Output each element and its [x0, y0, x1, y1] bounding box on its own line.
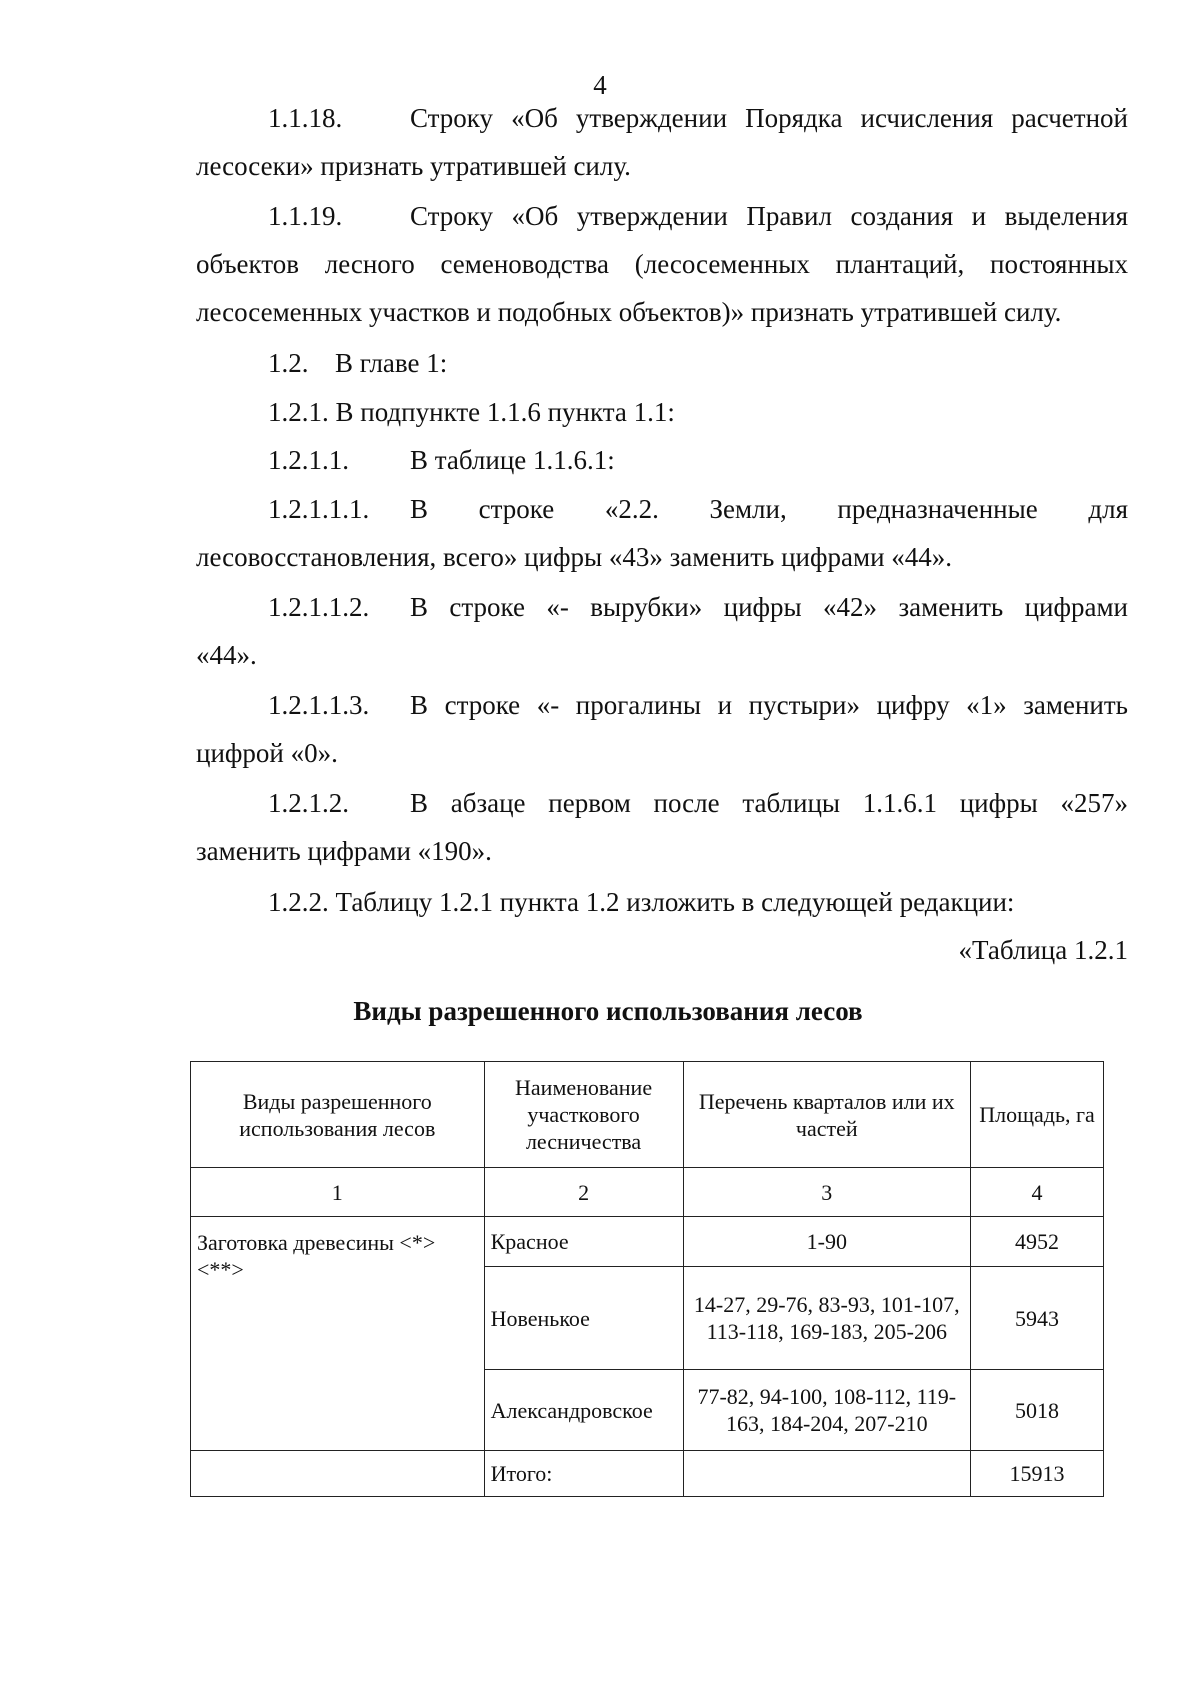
paragraph-1-2 — [196, 339, 1128, 387]
paragraph-text: Строку «Об утверждении Правил создания и выделения — [410, 201, 1128, 231]
paragraph-number: 1.1.19. — [268, 201, 343, 231]
header-forestry: Наименование участкового лесничества — [484, 1062, 683, 1168]
paragraph-text: В абзаце первом после таблицы 1.1.6.1 цифры «257» — [410, 788, 1128, 818]
paragraph-text: В таблице 1.1.6.1: — [410, 445, 615, 475]
paragraph-1-2-1-1-3 — [196, 681, 1128, 777]
column-number: 3 — [683, 1168, 971, 1217]
paragraph-text-continued: лесосеки» признать утратившей силу. — [196, 151, 631, 181]
paragraph-text: 1.2.1. В подпункте 1.1.6 пункта 1.1: — [268, 397, 675, 427]
empty-cell — [191, 1451, 485, 1497]
paragraph-text-continued: цифрой «0». — [196, 738, 338, 768]
paragraph-1-2-1 — [196, 388, 1128, 436]
forest-use-table — [190, 1061, 1104, 1497]
paragraph-1-2-1-1 — [196, 436, 1128, 484]
paragraph-number: 1.2.1.1. — [268, 445, 349, 475]
header-area: Площадь, га — [971, 1062, 1104, 1168]
column-number: 2 — [484, 1168, 683, 1217]
paragraph-text-line2: объектов лесного семеноводства (лесосеменных плантаций, постоянных — [196, 249, 1128, 279]
total-area: 15913 — [971, 1451, 1104, 1497]
area-cell: 4952 — [971, 1217, 1104, 1267]
paragraph-number: 1.1.18. — [268, 103, 343, 133]
column-number: 1 — [191, 1168, 485, 1217]
paragraph-number: 1.2.1.1.3. — [268, 690, 370, 720]
column-number: 4 — [971, 1168, 1104, 1217]
paragraph-1-2-1-1-2 — [196, 583, 1128, 679]
paragraph-text-continued: лесовосстановления, всего» цифры «43» заменить цифрами «44». — [196, 542, 953, 572]
paragraph-1-2-1-2 — [196, 779, 1128, 875]
forestry-cell: Красное — [484, 1217, 683, 1267]
paragraph-1-2-1-1-1 — [196, 485, 1128, 581]
paragraph-number: 1.2.1.1.1. — [268, 494, 370, 524]
paragraph-text: В строке «2.2. Земли, предназначенные для — [410, 494, 1128, 524]
page-number: 4 — [593, 70, 607, 100]
paragraph-text: Строку «Об утверждении Порядка исчисления расчетной — [410, 103, 1128, 133]
paragraph-1-1-18 — [196, 94, 1128, 190]
table-row — [191, 1217, 1104, 1267]
total-label: Итого: — [484, 1451, 683, 1497]
paragraph-text-continued: лесосеменных участков и подобных объектов)» признать утратившей силу. — [196, 297, 1062, 327]
paragraph-number: 1.2.1.2. — [268, 788, 349, 818]
forestry-cell: Александровское — [484, 1370, 683, 1451]
table-title: Виды разрешенного использования лесов — [353, 996, 863, 1026]
paragraph-number: 1.2.1.1.2. — [268, 592, 370, 622]
table-column-number-row — [191, 1168, 1104, 1217]
table-total-row — [191, 1451, 1104, 1497]
blocks-cell: 77-82, 94-100, 108-112, 119-163, 184-204, 207-210 — [683, 1370, 971, 1451]
paragraph-text: В главе 1: — [335, 348, 448, 378]
forestry-cell: Новенькое — [484, 1267, 683, 1370]
use-type-cell: Заготовка древесины <*> <**> — [191, 1217, 485, 1451]
area-cell: 5943 — [971, 1267, 1104, 1370]
table-reference: «Таблица 1.2.1 — [958, 935, 1128, 965]
paragraph-number: 1.2. — [268, 348, 309, 378]
paragraph-text-continued: «44». — [196, 640, 257, 670]
blocks-cell: 1-90 — [683, 1217, 971, 1267]
blocks-cell: 14-27, 29-76, 83-93, 101-107, 113-118, 169-183, 205-206 — [683, 1267, 971, 1370]
paragraph-text-continued: заменить цифрами «190». — [196, 836, 492, 866]
paragraph-text: 1.2.2. Таблицу 1.2.1 пункта 1.2 изложить в следующей редакции: — [268, 887, 1015, 917]
header-blocks: Перечень кварталов или их частей — [683, 1062, 971, 1168]
paragraph-1-1-19 — [196, 192, 1128, 336]
table-header-row — [191, 1062, 1104, 1168]
area-cell: 5018 — [971, 1370, 1104, 1451]
header-use-type: Виды разрешенного использования лесов — [191, 1062, 485, 1168]
total-blocks-cell — [683, 1451, 971, 1497]
paragraph-1-2-2 — [196, 878, 1128, 926]
paragraph-text: В строке «- прогалины и пустыри» цифру «1» заменить — [410, 690, 1128, 720]
paragraph-text: В строке «- вырубки» цифры «42» заменить цифрами — [410, 592, 1128, 622]
